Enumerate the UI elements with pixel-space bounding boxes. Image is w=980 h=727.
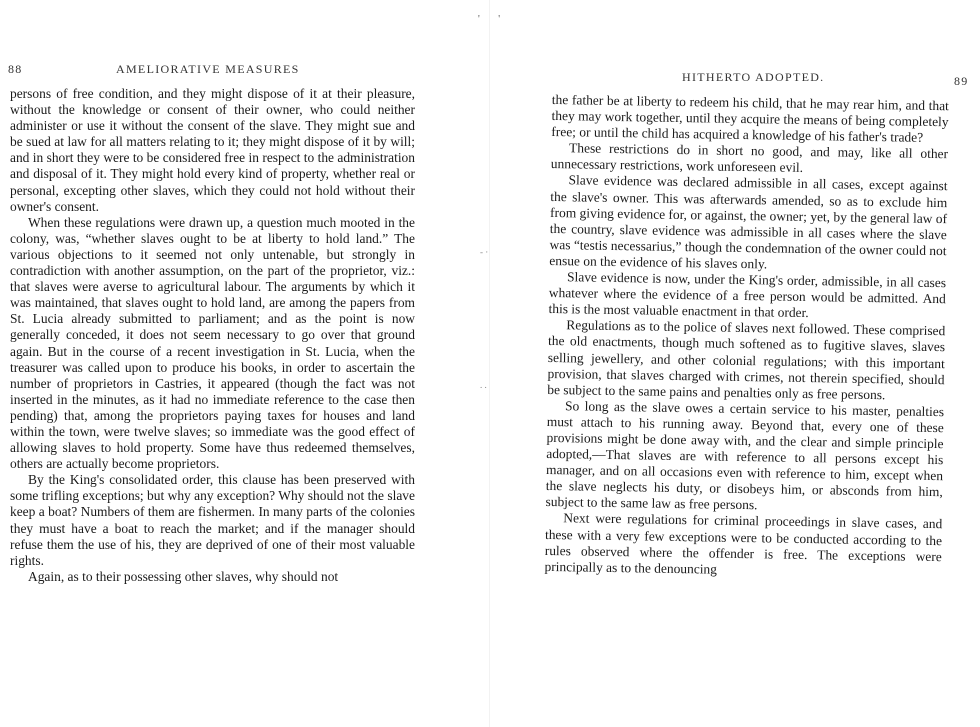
paragraph: Again, as to their possessing other slaves, why should not xyxy=(28,568,339,584)
top-marks: ' ' xyxy=(478,14,509,25)
right-page xyxy=(490,0,980,727)
paragraph: Slave evidence is now, under the King's order, admissible, in all cases whatever where the evidence of a free person would be admitted. And this is the most valuable enactment in that order. xyxy=(548,269,947,321)
gutter-mark: . . xyxy=(480,380,487,390)
paragraph: Regulations as to the police of slaves next followed. These comprised the old enactments, though much softened as to fugitive slaves, slaves selling jewellery, and other colonial regulations; with this important provision, that slaves charged with crimes, not therein specified, should be subject to the same pains and penalties only as free persons. xyxy=(547,317,946,402)
paragraph: Slave evidence was declared admissible in all cases, except against the slave's owner. This was afterwards amended, so as to exclude him from giving evidence for, or against, the owner; yet, by the general law of the country, slave evidence was admissible in all cases where the slave was “testis necessarius,” though the condemnation of the owner could not ensue on the evidence of his slaves only. xyxy=(549,172,948,272)
left-running-head: AMELIORATIVE MEASURES xyxy=(116,62,300,76)
left-body-text xyxy=(10,86,415,585)
gutter-mark: - · xyxy=(480,247,489,257)
paragraph: persons of free condition, and they might dispose of it at their pleasure, without the knowledge or consent of their owner, who could neither administer or use it without the consent of the slave. They might sue and be sued at law for all matters relating to it; they might dispose of it by will; and in short they were to be considered free in respect to the administration and disposal of it. They might hold every kind of property, whether real or personal, excepting other slaves, which they could not hold without their owner's consent. xyxy=(10,86,415,214)
paragraph: So long as the slave owes a certain service to his master, penalties must attach to his running away. Beyond that, every one of these provisions might be done away with, and the clear and simple principle adopted,—That slaves are with reference to all persons except his manager, and on all occasions even with reference to him, except when the slave neglects his duty, or disobeys him, or absconds from him, subject to the same law as free persons. xyxy=(545,398,945,513)
right-page-number: 89 xyxy=(954,74,969,88)
paragraph: Next were regulations for criminal proceedings in slave cases, and these with a very few exceptions were to be conducted according to the rules observed where the offender is free. The exceptions were principally as to the denouncing xyxy=(544,510,943,577)
right-running-head: HITHERTO ADOPTED. xyxy=(682,70,825,84)
paragraph: the father be at liberty to redeem his child, that he may rear him, and that they may work together, until they acquire the means of being completely free; or until the child has acquired a knowledge of his father's trade? xyxy=(551,92,949,146)
paragraph: When these regulations were drawn up, a question much mooted in the colony, was, “whether slaves ought to be at liberty to hold land.” The various objections to it seemed not only untenable, but strongly in contradiction with another assumption, on the part of the proprietor, viz.: that slaves were averse to agricultural labour. The arguments by which it was maintained, that slaves ought to hold land, are among the papers from St. Lucia already submitted to parliament; and as the point is now generally conceded, it does not seem necessary to go over that ground again. But in the course of a recent investigation in St. Lucia, when the treasurer was called upon to produce his books, in order to ascertain the number of proprietors in Castries, it appeared (though the fact was not inserted in the minutes, as it had no immediate reference to the case then pending) that, among the proprietors paying taxes for houses and land within the town, were twelve slaves; so immediate was the good effect of allowing slaves to hold property. Some have thus redeemed themselves, others are actually become proprietors. xyxy=(10,214,415,472)
left-page-number: 88 xyxy=(8,62,23,76)
paragraph: These restrictions do in short no good, and may, like all other unnecessary restrictions, work unforeseen evil. xyxy=(550,140,949,176)
paragraph: By the King's consolidated order, this clause has been preserved with some trifling exceptions; but why any exception? Why should not the slave keep a boat? Numbers of them are fishermen. In many parts of the colonies they must have a boat to reach the market; and if the manager should refuse them the use of his, they are deprived of one of their most valuable rights. xyxy=(10,472,415,568)
right-body-text xyxy=(544,92,949,581)
